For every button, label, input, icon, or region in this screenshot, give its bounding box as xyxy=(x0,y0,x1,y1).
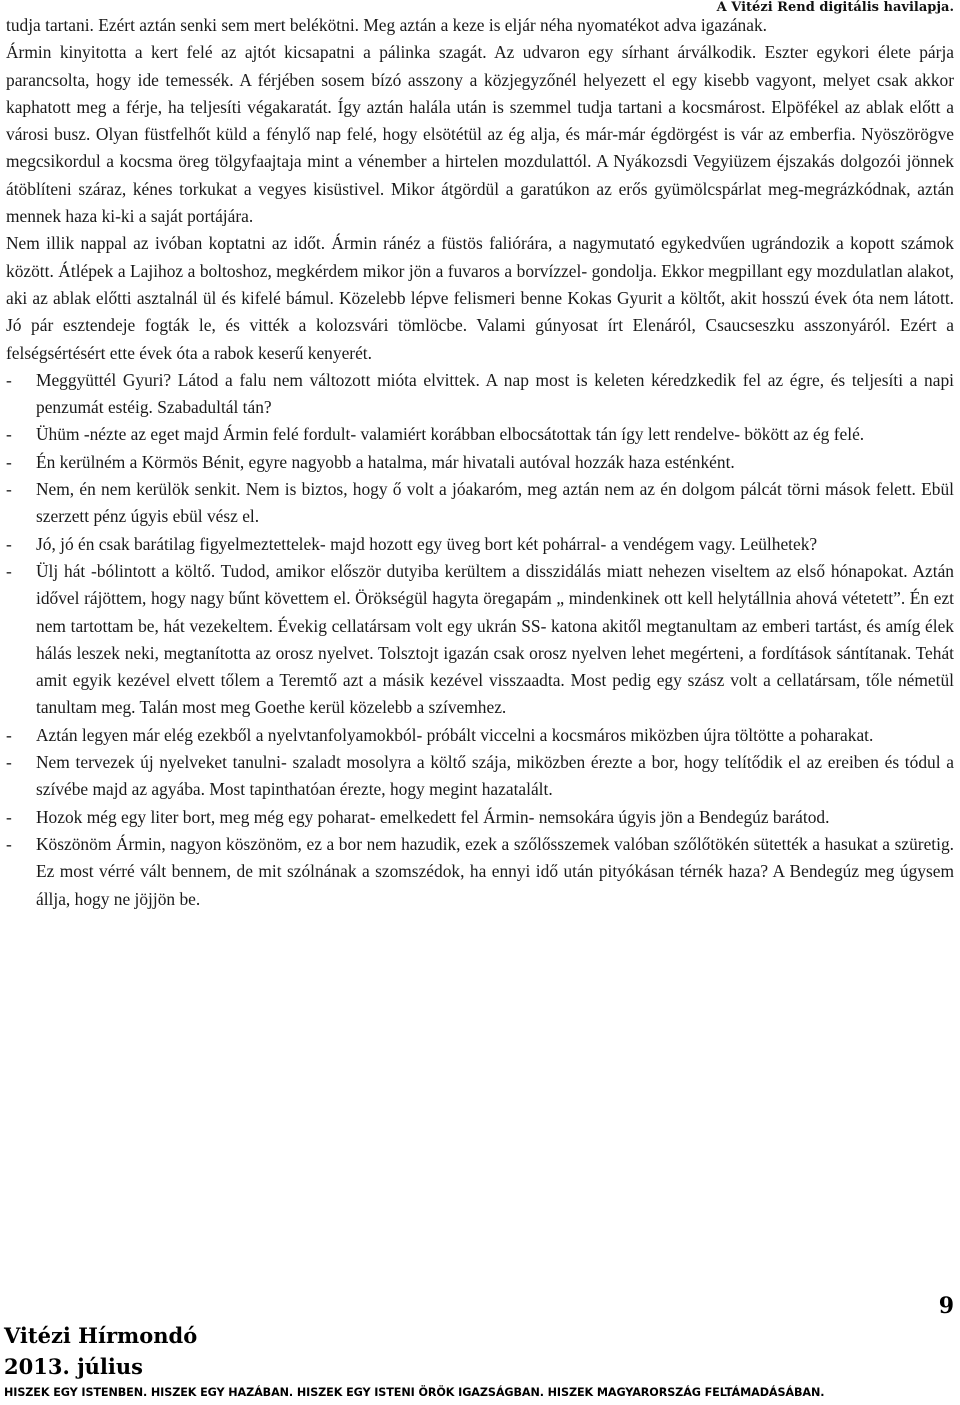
dialogue-text: Ühüm -nézte az eget majd Ármin felé fordult- valamiért korábban elbocsátottak tán így lett rendelve- bökött az ég felé. xyxy=(36,424,865,445)
dialogue-dash: - xyxy=(6,533,12,554)
dialogue-text: Én kerülném a Körmös Bénit, egyre nagyobb a hatalma, már hivatali autóval hozzák haza esténként. xyxy=(36,451,735,472)
running-header: A Vitézi Rend digitális havilapja. xyxy=(716,0,954,15)
dialogue-dash: - xyxy=(6,369,12,390)
dialogue-dash: - xyxy=(6,833,12,854)
dialogue-text: Nem, én nem kerülök senkit. Nem is biztos, hogy ő volt a jóakaróm, meg aztán nem az én dolgom pálcát törni mások felett. Ebül szerzett pénz úgyis ebül vész el. xyxy=(36,479,954,527)
dialogue-line xyxy=(6,722,954,749)
dialogue-text: Ülj hát -bólintott a költő. Tudod, amikor először dutyiba kerültem a disszidálás miatt nehezen viseltem az első hónapokat. Aztán idővel rájöttem, hogy nagy bűnt követtem el. Örökségül hagyta öregapám „ mindenkinek ott kell helytállnia ahová vétetett”. Én ezt nem tartottam be, hát vezekeltem. Évekig cellatársam volt egy ukrán SS- katona akitől megtanultam az emberi tartást, és amíg élek hálás leszek neki, megtanította az orosz nyelvet. Tolsztojt igazán csak orosz nyelven lehet megérteni, a fordítások sántítanak. Tehát amit egyik kezével elvett tőlem a Teremtő azt a másik kezével visszaadta. Most pedig egy szász volt a cellatársam, tőle németül tanultam meg. Talán most meg Goethe kerül közelebb a szívemhez. xyxy=(36,560,954,718)
dialogue-dash: - xyxy=(6,424,12,445)
dialogue-dash: - xyxy=(6,806,12,827)
dialogue-line xyxy=(6,421,954,448)
page-number: 9 xyxy=(938,1293,954,1319)
publication-title: Vitézi Hírmondó xyxy=(4,1323,198,1348)
dialogue-text: Hozok még egy liter bort, meg még egy poharat- emelkedett fel Ármin- nemsokára úgyis jön a Bendegúz barátod. xyxy=(36,806,830,827)
issue-date: 2013. július xyxy=(4,1354,143,1379)
dialogue-line xyxy=(6,476,954,531)
article-body xyxy=(6,12,954,913)
dialogue-dash: - xyxy=(6,479,12,500)
dialogue-text: Meggyüttél Gyuri? Látod a falu nem változott mióta elvittek. A nap most is keleten kéredzkedik fel az égre, és teljesíti a napi penzumát estéig. Szabadultál tán? xyxy=(36,369,954,418)
dialogue-text: Aztán legyen már elég ezekből a nyelvtanfolyamokból- próbált viccelni a kocsmáros miközben újra töltötte a poharakat. xyxy=(36,724,874,745)
dialogue-dash: - xyxy=(6,752,12,773)
dialogue-line xyxy=(6,558,954,722)
dialogue-line xyxy=(6,449,954,476)
dialogue-text: Köszönöm Ármin, nagyon köszönöm, ez a bor nem hazudik, ezek a szőlősszemek valóban szőlőtökén sütették a hasukat a szüretig. Ez most vérré vált bennem, de mit szólnának a szomszédok, ha ennyi idő után pityókásan térnék haza? A Bendegúz meg úgysem állja, hogy ne jöjjön be. xyxy=(36,833,954,909)
dialogue-line xyxy=(6,749,954,804)
dialogue-dash: - xyxy=(6,451,12,472)
dialogue-dash: - xyxy=(6,724,12,745)
publication-footer xyxy=(4,1320,197,1382)
dialogue-text: Jó, jó én csak barátilag figyelmeztettelek- majd hozott egy üveg bort két pohárral- a vendégem vagy. Leülhetek? xyxy=(36,533,818,554)
motto-line: HISZEK EGY ISTENBEN. HISZEK EGY HAZÁBAN. HISZEK EGY ISTENI ÖRÖK IGAZSÁGBAN. HISZEK MAGYARORSZÁG FELTÁMADÁSÁBAN. xyxy=(4,1386,825,1399)
dialogue-line xyxy=(6,831,954,913)
paragraph: Nem illik nappal az ivóban koptatni az időt. Ármin ránéz a füstös faliórára, a nagymutató egykedvűen ugrándozik a kopott számok között. Átlépek a Lajihoz a boltoshoz, megkérdem mikor jön a fuvaros a borvízzel- gondolja. Ekkor megpillant egy mozdulatlan alakot, aki az ablak előtti asztalnál ül és kifelé bámul. Közelebb lépve felismeri benne Kokas Gyurit a költőt, akit hosszú évek óta nem látott. Jó pár esztendeje fogták le, és vitték a kolozsvári tömlöcbe. Valami gúnyosat írt Elenáról, Csaucseszku asszonyáról. Ezért a felségsértésért ette évek óta a rabok keserű kenyerét. xyxy=(6,233,954,363)
dialogue-line xyxy=(6,367,954,422)
paragraph: tudja tartani. Ezért aztán senki sem mert belékötni. Meg aztán a keze is eljár néha nyomatékot adva igazának. xyxy=(6,15,767,35)
dialogue-dash: - xyxy=(6,560,12,581)
dialogue-line xyxy=(6,531,954,558)
dialogue-line xyxy=(6,804,954,831)
paragraph: Ármin kinyitotta a kert felé az ajtót kicsapatni a pálinka szagát. Az udvaron egy sírhant árválkodik. Eszter egykori élete párja parancsolta, hogy ide temessék. A férjében sosem bízó asszony a közjegyzőnél helyezett el egy kisebb vagyont, melyet csak akkor kaphatott meg a férje, ha teljesíti végakaratát. Így aztán halála után is szemmel tudja tartani a kocsmárost. Elpöfékel az ablak előtt a városi busz. Olyan füstfelhőt küld a fénylő nap felé, hogy elsötétül az ég alja, és már-már égdörgést is vár az emberfia. Nyöszörögve megcsikordul a kocsma öreg tölgyfaajtaja mint a vénember a hirtelen mozdulattól. A Nyákozsdi Vegyiüzem éjszakás dolgozói jönnek átöblíteni száraz, kénes torkukat a vegyes kisüstivel. Mikor átgördül a garatúkon az erős gyümölcspárlat meg-megrázkódnak, aztán mennek haza ki-ki a saját portájára. xyxy=(6,42,954,227)
dialogue-text: Nem tervezek új nyelveket tanulni- szaladt mosolyra a költő szája, miközben érezte a bor, hogy telítődik el az ereiben és tódul a szívébe majd az agyába. Most tapinthatóan érezte, hogy megint hazatalált. xyxy=(36,752,954,800)
